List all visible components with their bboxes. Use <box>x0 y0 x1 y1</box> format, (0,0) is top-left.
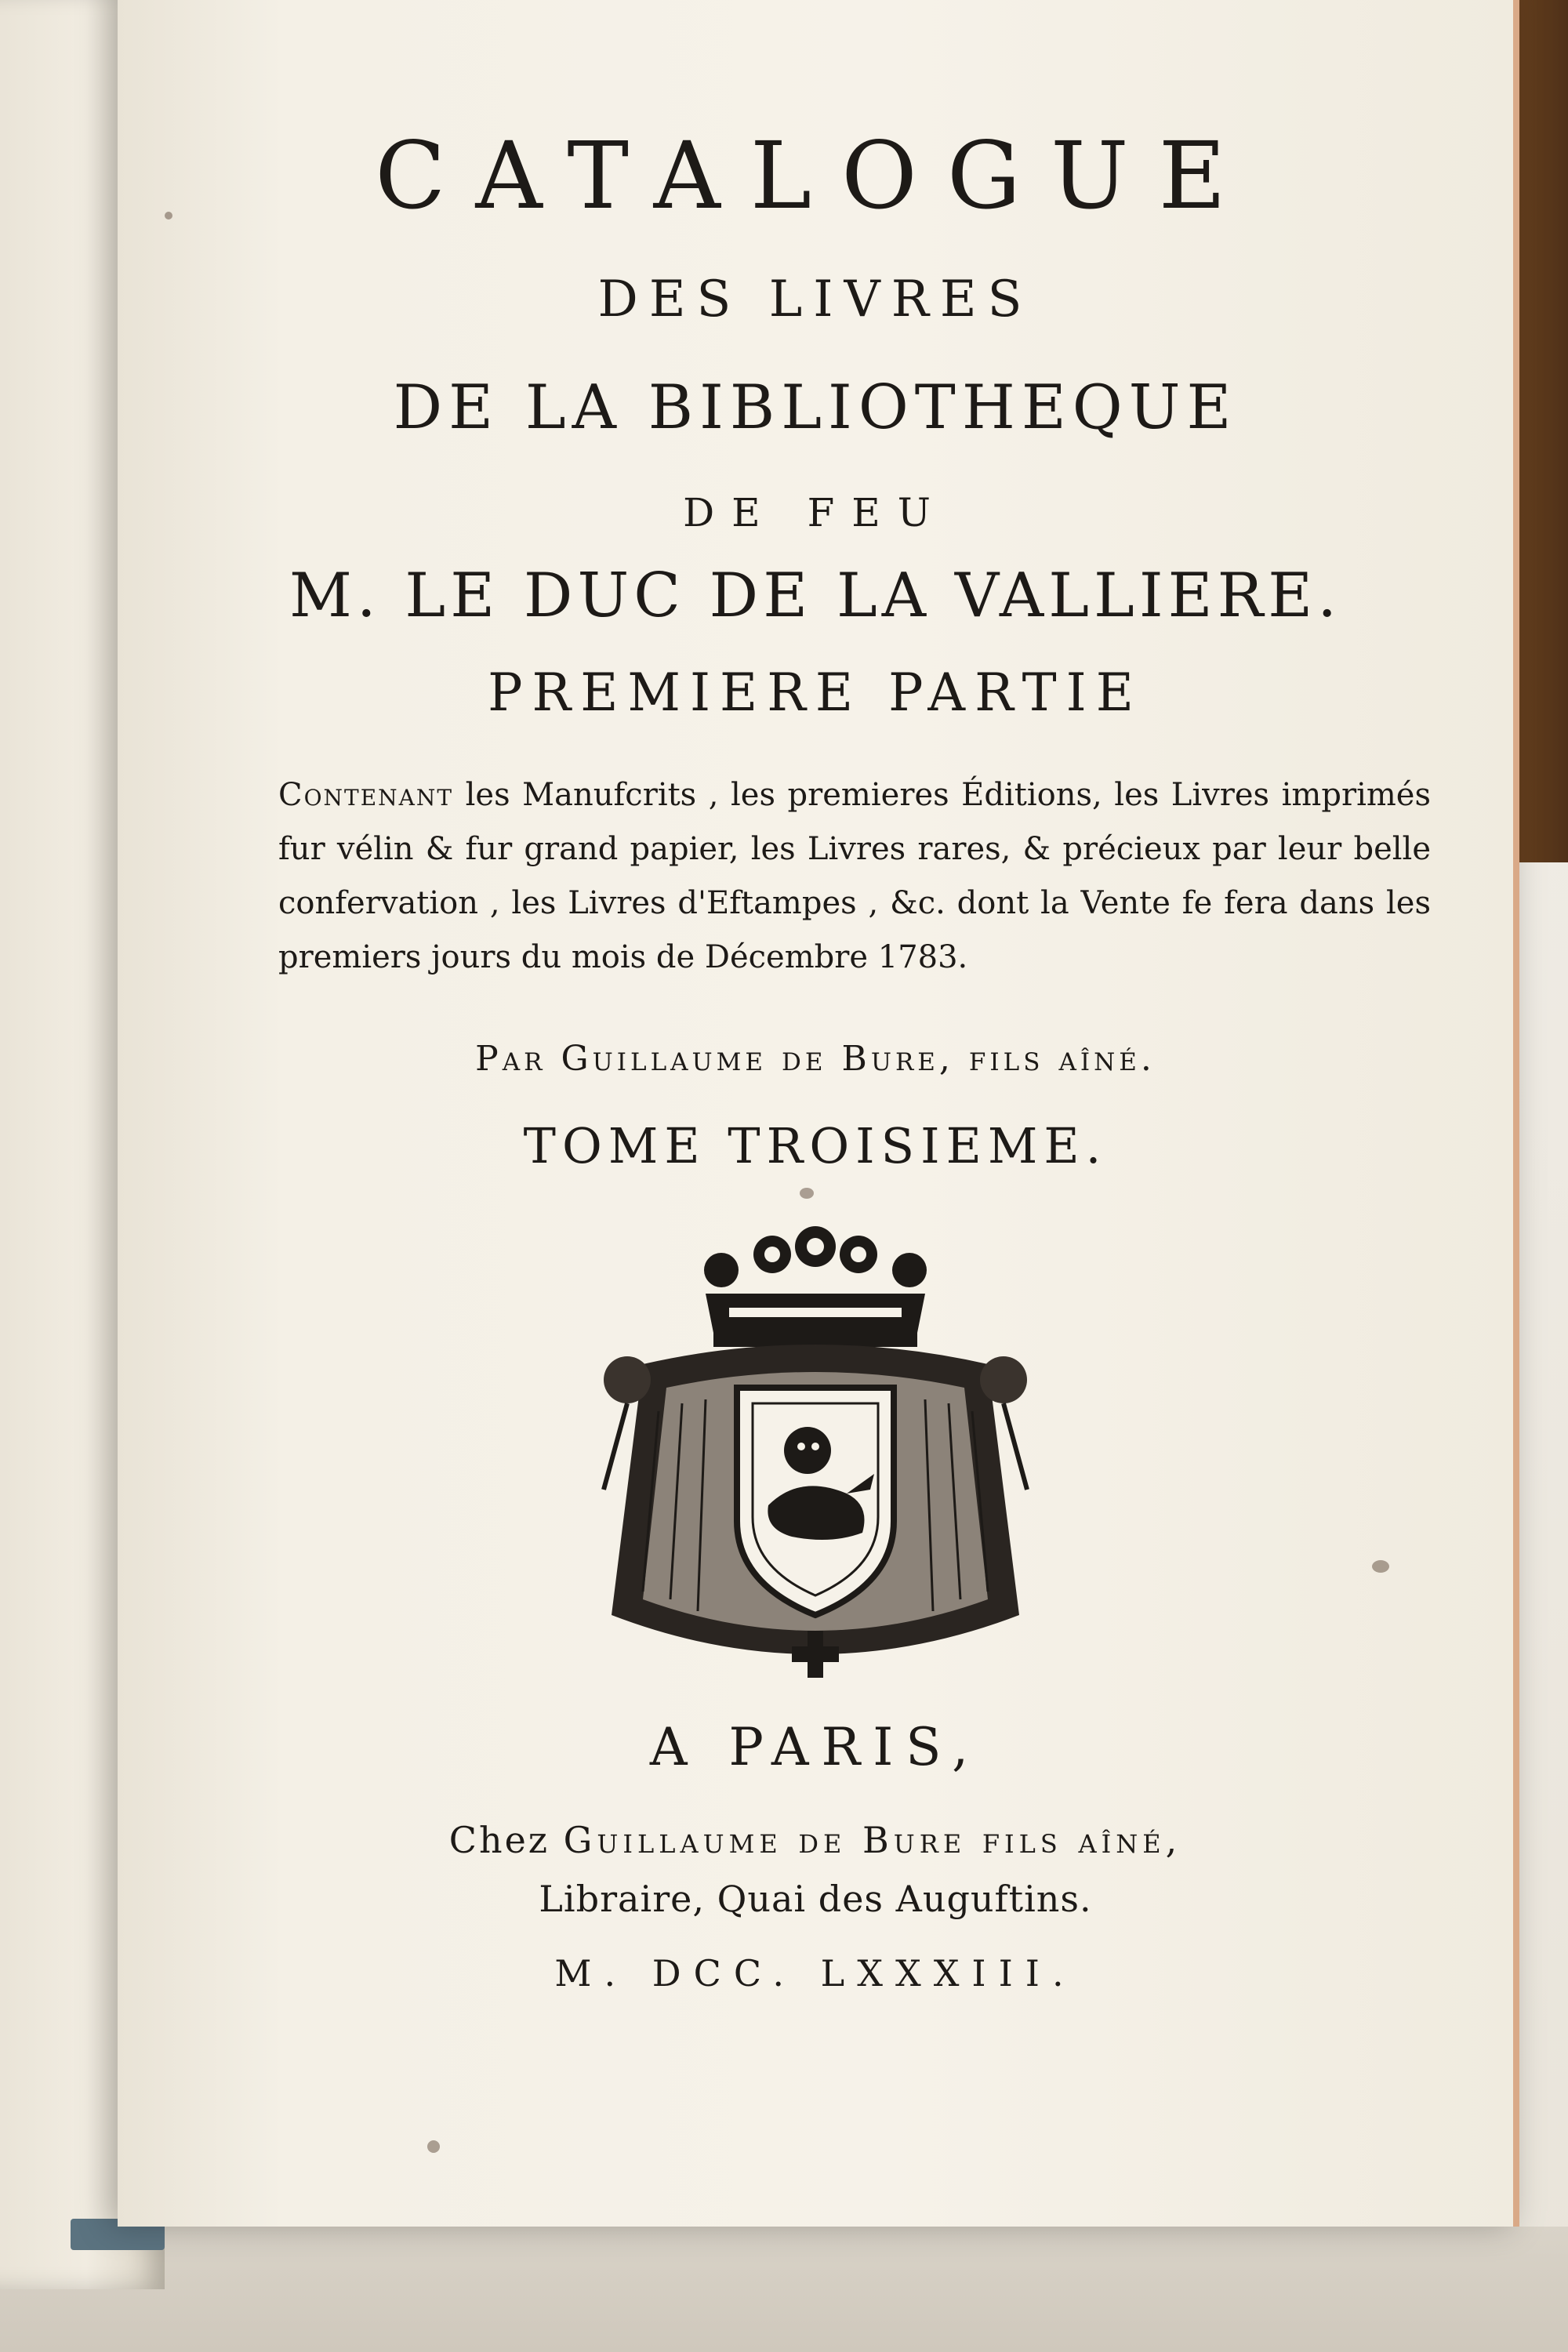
description-paragraph <box>278 768 1431 985</box>
author-line: Par Guillaume de Bure, fils aîné. <box>475 1039 1156 1079</box>
cover-edge <box>0 2227 1568 2352</box>
title-page <box>118 0 1519 2227</box>
description-lead: Contenant <box>278 777 454 813</box>
place-line: A PARIS, <box>649 1717 982 1777</box>
publisher-prefix: Chez <box>448 1819 550 1861</box>
publisher-name: Guillaume de Bure fils aîné, <box>563 1819 1182 1861</box>
title-catalogue: CATALOGUE <box>375 122 1256 230</box>
title-duc: M. LE DUC DE LA VALLIERE. <box>289 561 1342 631</box>
title-de-feu: DE FEU <box>683 490 948 535</box>
date-line: M. DCC. LXXXIII. <box>554 1952 1076 1994</box>
volume-line: TOME TROISIEME. <box>523 1117 1108 1174</box>
title-bibliotheque: DE LA BIBLIOTHEQUE <box>393 372 1238 443</box>
coat-of-arms-icon <box>596 1223 1035 1693</box>
title-premiere-partie: PREMIERE PARTIE <box>488 662 1143 723</box>
foxing-spot <box>427 2140 440 2153</box>
foxing-spot <box>1372 1560 1389 1573</box>
description-text: les Manufcrits , les premieres Éditions, les Livres imprimés fur vélin & fur grand papier, les Livres rares, & précieux par leur belle confervation , les Livres d'Eftampes , &c. dont la Vente fe fera dans les premiers jours du mois de Décembre 1783. <box>278 777 1431 975</box>
publisher-line <box>118 1819 1513 1861</box>
title-des-livres: DES LIVRES <box>597 270 1033 328</box>
foxing-spot <box>800 1188 814 1199</box>
publisher-address: Libraire, Quai des Auguftins. <box>539 1878 1092 1920</box>
foxing-spot <box>165 212 172 220</box>
